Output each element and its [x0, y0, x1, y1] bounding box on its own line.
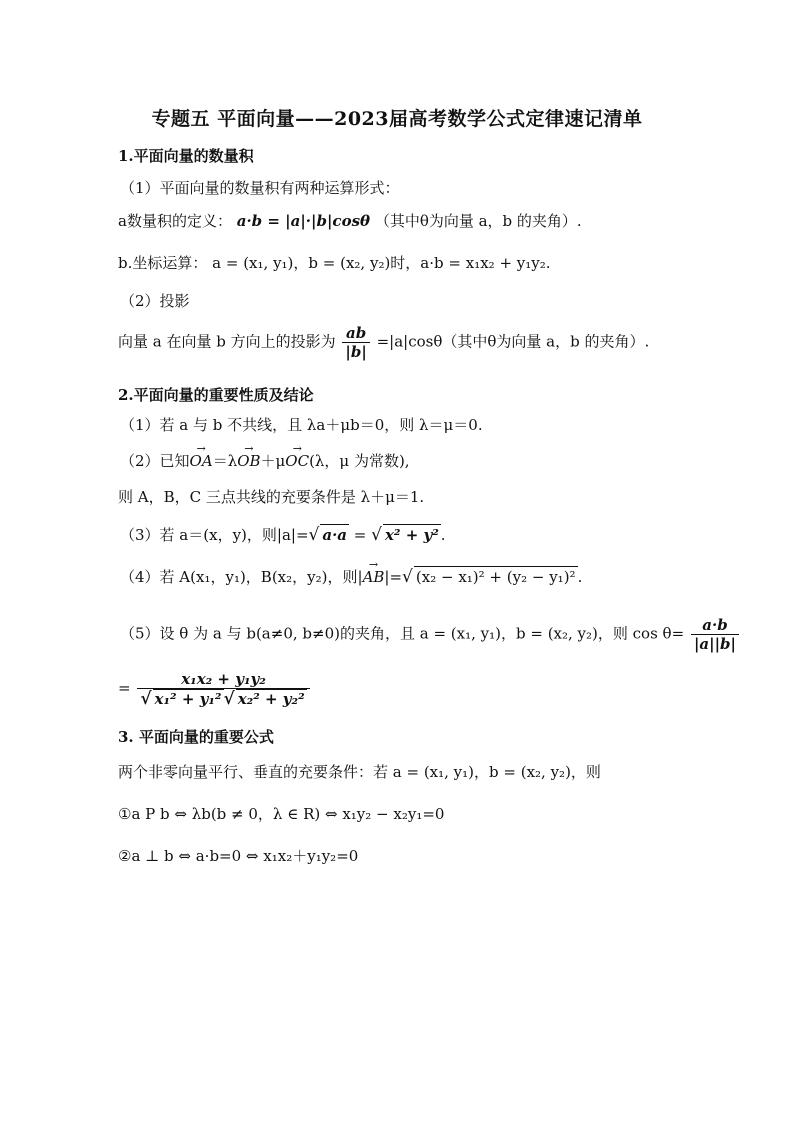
property-3: （3）若 a＝(x，y)，则|a|=√ a·a = √ x² + y² . [120, 525, 446, 545]
definition-note: （其中θ为向量 a，b 的夹角）. [374, 212, 582, 230]
root-b-length: x₂² + y₂² [237, 690, 305, 708]
root-a-length: x₁² + y₁² [154, 690, 222, 708]
property-4: （4）若 A(x₁，y₁)，B(x₂，y₂)，则|→ AB|=√ (x₂ − x₁)² + (y₂ − y₁)² . [120, 566, 582, 587]
parallel-condition: ①a P b ⇔ λb(b ≠ 0，λ ∈ R) ⇔ x₁y₂ − x₂y₁=0 [118, 805, 445, 823]
section-1-item-2: （2）投影 [120, 292, 190, 310]
property-5 [120, 616, 741, 653]
vector-oc: → OC [285, 451, 309, 471]
projection-rest: =|a|cosθ（其中θ为向量 a，b 的夹角）. [376, 332, 650, 351]
definition-formula: a·b = |a|·|b|cosθ [236, 212, 371, 230]
cos-fraction [691, 616, 739, 653]
coordinate-formula: a = (x₁, y₁)，b = (x₂, y₂)时，a·b = x₁x₂ + y₁y₂. [212, 254, 551, 272]
cos-coordinate-denominator: √ x₁² + y₁² √ x₂² + y₂² [140, 689, 305, 709]
section-1-heading: 1.平面向量的数量积 [118, 147, 254, 165]
vector-oa: → OA [190, 451, 213, 471]
property-1: （1）若 a 与 b 不共线，且 λa＋μb＝0，则 λ＝μ＝0. [120, 416, 483, 434]
property-2-conclusion: 则 A，B，C 三点共线的充要条件是 λ＋μ＝1. [118, 488, 425, 506]
property-5-prefix: （5）设 θ 为 a 与 b(a≠0, b≠0)的夹角，且 a = (x₁, y₁)，b = (x₂, y₂)，则 cos θ= [120, 624, 685, 643]
projection-numerator: ab [342, 324, 369, 343]
property-2-suffix: (λ，μ 为常数), [309, 452, 410, 470]
distance-root: (x₂ − x₁)² + (y₂ − y₁)² [415, 568, 576, 586]
cos-coordinate-numerator: x₁x₂ + y₁y₂ [137, 670, 309, 689]
cos-coordinate-fraction [137, 670, 309, 708]
property-2-prefix: （2）已知 [120, 452, 190, 470]
sqrt-a-dot-a: a·a [322, 526, 348, 544]
definition-label: a数量积的定义： [118, 212, 232, 230]
projection-fraction [342, 324, 369, 361]
property-4-end: . [577, 568, 583, 586]
section-1-item-1: （1）平面向量的数量积有两种运算形式： [120, 179, 400, 197]
property-3-end: . [440, 526, 446, 544]
section-2-heading: 2.平面向量的重要性质及结论 [118, 386, 314, 404]
cos-denominator: |a||b| [693, 635, 736, 653]
section-3-heading: 3. 平面向量的重要公式 [118, 728, 274, 746]
sqrt-x2-y2: x² + y² [384, 526, 439, 544]
dot-product-definition [118, 211, 582, 231]
document-title: 专题五 平面向量——2023届高考数学公式定律速记清单 [151, 108, 643, 130]
projection-denominator: |b| [345, 343, 367, 361]
coordinate-operation [118, 253, 551, 273]
property-5-coordinates [118, 670, 312, 708]
property-2-plus: ＋μ [260, 452, 286, 470]
property-2-eq: ＝λ [212, 452, 238, 470]
vector-ab: → AB [363, 567, 385, 587]
vector-ob: → OB [237, 451, 260, 471]
coordinate-label: b.坐标运算： [118, 254, 208, 272]
property-6-eq: = [118, 679, 131, 697]
property-3-mid: = [349, 526, 372, 544]
property-4-prefix: （4）若 A(x₁，y₁)，B(x₂，y₂)，则| [120, 568, 363, 586]
projection-prefix: 向量 a 在向量 b 方向上的投影为 [118, 332, 336, 351]
perpendicular-condition: ②a ⊥ b ⇔ a·b=0 ⇔ x₁x₂＋y₁y₂=0 [118, 847, 359, 865]
property-4-mid: |= [384, 568, 403, 586]
property-3-prefix: （3）若 a＝(x，y)，则|a|= [120, 526, 309, 544]
cos-numerator: a·b [691, 616, 739, 635]
projection-formula [118, 324, 649, 361]
section-3-intro: 两个非零向量平行、垂直的充要条件：若 a = (x₁, y₁)，b = (x₂, y₂)，则 [118, 763, 601, 781]
property-2 [120, 451, 410, 471]
